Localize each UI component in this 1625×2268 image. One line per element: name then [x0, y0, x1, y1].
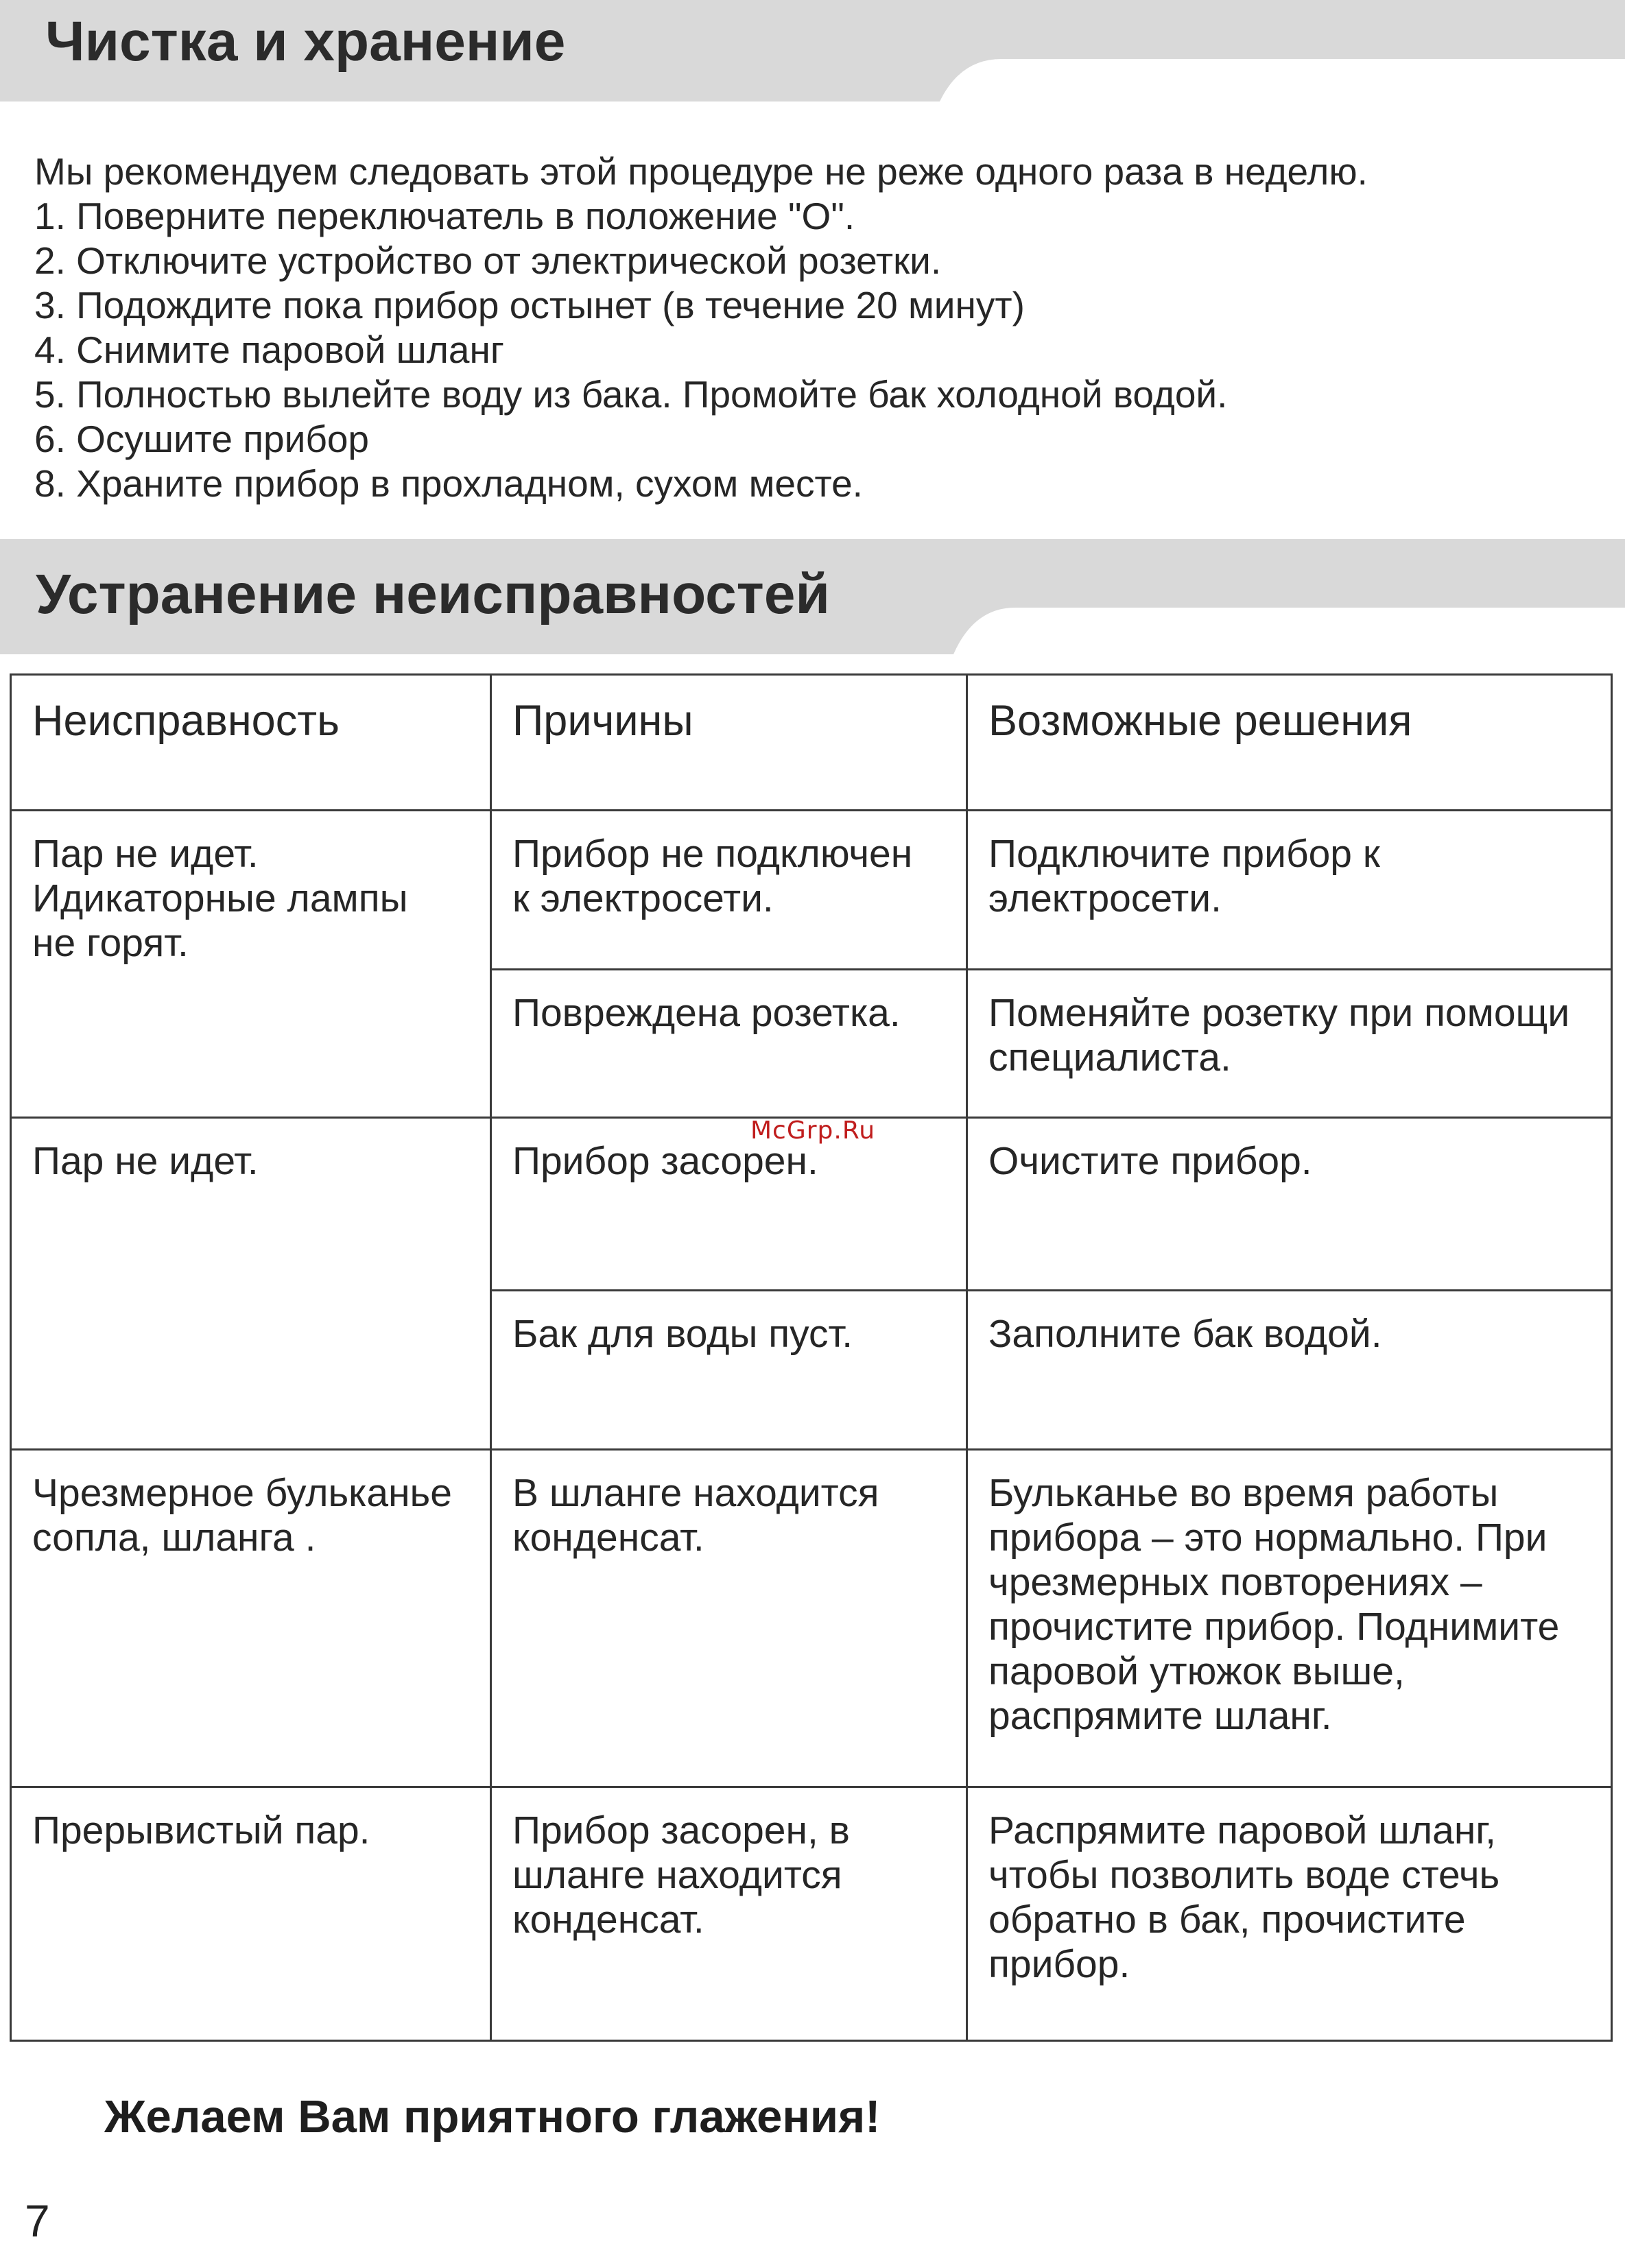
fault-text: Прерывистый пар. — [32, 1809, 370, 1852]
cleaning-step: 8. Храните прибор в прохладном, сухом месте. — [34, 462, 863, 505]
section-header-troubleshooting — [0, 539, 1625, 654]
fault-text: Пар не идет. Идикаторные лампы не горят. — [32, 832, 408, 965]
solution-cell — [967, 970, 1612, 1118]
table-header-row — [11, 675, 1612, 811]
cause-cell — [491, 1450, 967, 1787]
cause-cell — [491, 811, 967, 970]
cause-cell — [491, 1291, 967, 1450]
fault-text: Пар не идет. — [32, 1139, 259, 1183]
solution-cell — [967, 811, 1612, 970]
cleaning-step: 5. Полностью вылейте воду из бака. Промойте бак холодной водой. — [34, 373, 1228, 416]
table-row — [11, 1450, 1612, 1787]
solution-text: Поменяйте розетку при помощи специалиста. — [988, 991, 1570, 1079]
fault-text: Чрезмерное бульканье сопла, шланга . — [32, 1471, 452, 1560]
fault-cell — [11, 1787, 491, 2041]
solution-cell — [967, 1787, 1612, 2041]
cleaning-step: 4. Снимите паровой шланг — [34, 329, 504, 371]
section-title-cleaning: Чистка и хранение — [45, 10, 566, 73]
cause-cell — [491, 970, 967, 1118]
watermark: McGrp.Ru — [750, 1117, 876, 1145]
solution-cell — [967, 1118, 1612, 1291]
closing-message: Желаем Вам приятного глажения! — [104, 2091, 881, 2142]
table-row — [11, 1787, 1612, 2041]
cleaning-step: 6. Осушите прибор — [34, 418, 369, 460]
cleaning-step: 2. Отключите устройство от электрической розетки. — [34, 239, 942, 282]
solution-text: Распрямите паровой шланг, чтобы позволить воде стечь обратно в бак, прочистите прибор. — [988, 1809, 1500, 1986]
troubleshooting-table — [10, 673, 1613, 2042]
fault-cell — [11, 811, 491, 1118]
table-row — [11, 811, 1612, 970]
solution-text: Заполните бак водой. — [988, 1312, 1382, 1356]
cleaning-instructions — [34, 150, 1368, 506]
cleaning-step: 1. Поверните переключатель в положение "О". — [34, 195, 855, 237]
cause-text: Прибор не подключен к электросети. — [512, 832, 913, 920]
page-number: 7 — [25, 2195, 50, 2246]
solution-text: Подключите прибор к электросети. — [988, 832, 1380, 920]
section-header-cleaning — [0, 0, 1625, 102]
fault-cell — [11, 1118, 491, 1450]
cause-cell — [491, 1118, 967, 1291]
cause-text: Прибор засорен. — [512, 1139, 818, 1183]
cause-text: В шланге находится конденсат. — [512, 1471, 879, 1560]
column-header-fault: Неисправность — [11, 675, 491, 811]
cause-text: Повреждена розетка. — [512, 991, 901, 1035]
section-title-troubleshooting: Устранение неисправностей — [36, 563, 830, 625]
cleaning-step: 3. Подождите пока прибор остынет (в течение 20 минут) — [34, 284, 1025, 326]
fault-cell — [11, 1450, 491, 1787]
solution-text: Очистите прибор. — [988, 1139, 1312, 1183]
solution-cell — [967, 1450, 1612, 1787]
solution-cell — [967, 1291, 1612, 1450]
solution-text: Бульканье во время работы прибора – это нормально. При чрезмерных повторениях – прочистите прибор. Поднимите паровой утюжок выше, распрямите шланг. — [988, 1471, 1560, 1738]
column-header-cause: Причины — [491, 675, 967, 811]
cause-text: Бак для воды пуст. — [512, 1312, 853, 1356]
column-header-solution: Возможные решения — [967, 675, 1612, 811]
cause-cell — [491, 1787, 967, 2041]
cleaning-intro: Мы рекомендуем следовать этой процедуре не реже одного раза в неделю. — [34, 150, 1368, 193]
cause-text: Прибор засорен, в шланге находится конденсат. — [512, 1809, 850, 1942]
